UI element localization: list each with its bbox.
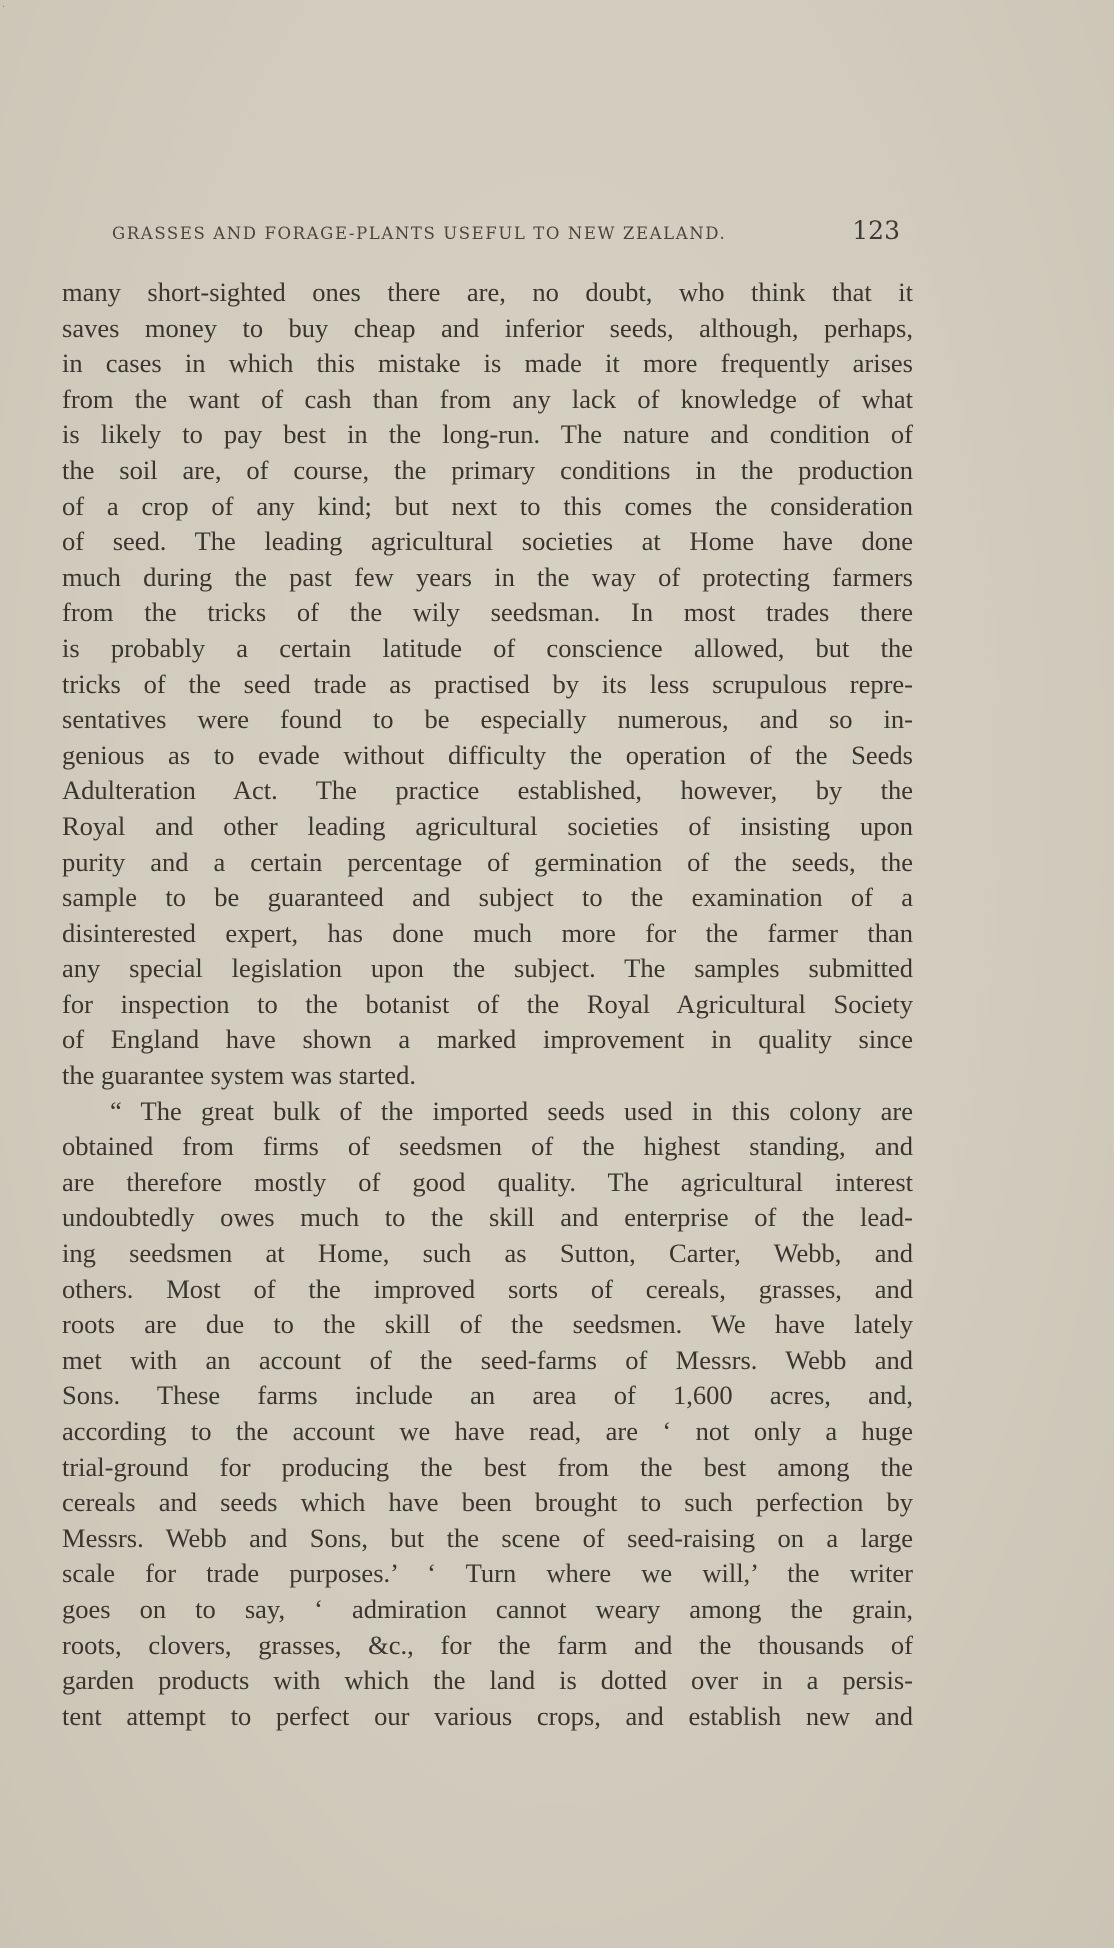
text-line: ing seedsmen at Home, such as Sutton, Carter, Webb, and	[62, 1238, 913, 1269]
text-line: met with an account of the seed-farms of Messrs. Webb and	[62, 1344, 913, 1375]
text-line: Adulteration Act. The practice established, however, by the	[62, 775, 913, 806]
text-line: Messrs. Webb and Sons, but the scene of seed-raising on a large	[62, 1522, 913, 1553]
text-line: garden products with which the land is dotted over in a persis-	[62, 1665, 913, 1696]
text-line: the soil are, of course, the primary conditions in the production	[62, 454, 913, 485]
text-line: from the want of cash than from any lack of knowledge of what	[62, 383, 913, 414]
page-corner-speck: ·	[2, 2, 6, 13]
paragraph-end-line: the guarantee system was started.	[62, 1060, 416, 1091]
text-line: genious as to evade without difficulty the operation of the Seeds	[62, 739, 913, 770]
text-line: sample to be guaranteed and subject to the examination of a	[62, 882, 913, 913]
page-number: 123	[852, 216, 900, 245]
text-line: many short-sighted ones there are, no doubt, who think that it	[62, 277, 913, 307]
text-line: according to the account we have read, are ‘ not only a huge	[62, 1416, 913, 1446]
text-line: trial-ground for producing the best from the best among the	[62, 1451, 913, 1482]
text-line: Sons. These farms include an area of 1,600 acres, and,	[62, 1380, 913, 1411]
text-line: is probably a certain latitude of conscience allowed, but the	[62, 632, 913, 663]
text-line: much during the past few years in the way of protecting farmers	[62, 561, 913, 592]
paragraph-start-line: “ The great bulk of the imported seeds used in this colony are	[110, 1095, 913, 1126]
text-line: goes on to say, ‘ admiration cannot weary among the grain,	[62, 1593, 913, 1624]
running-title: GRASSES AND FORAGE-PLANTS USEFUL TO NEW ZEALAND.	[112, 224, 727, 243]
body-text	[62, 275, 913, 1734]
text-line: for inspection to the botanist of the Royal Agricultural Society	[62, 988, 913, 1019]
text-line: of England have shown a marked improvement in quality since	[62, 1024, 913, 1055]
text-line: obtained from firms of seedsmen of the highest standing, and	[62, 1131, 913, 1162]
text-line: is likely to pay best in the long-run. The nature and condition of	[62, 419, 913, 450]
text-line: cereals and seeds which have been brought to such perfection by	[62, 1487, 913, 1518]
text-line: tent attempt to perfect our various crops, and establish new and	[62, 1700, 913, 1731]
text-line: from the tricks of the wily seedsman. In most trades there	[62, 597, 913, 628]
text-line: scale for trade purposes.’ ‘ Turn where we will,’ the writer	[62, 1558, 913, 1589]
text-line: Royal and other leading agricultural societies of insisting upon	[62, 810, 913, 841]
text-line: are therefore mostly of good quality. The agricultural interest	[62, 1166, 913, 1197]
text-line: tricks of the seed trade as practised by its less scrupulous repre-	[62, 668, 913, 699]
text-line: saves money to buy cheap and inferior seeds, although, perhaps,	[62, 312, 913, 343]
text-line: purity and a certain percentage of germination of the seeds, the	[62, 846, 913, 877]
text-line: of seed. The leading agricultural societies at Home have done	[62, 526, 913, 557]
text-line: sentatives were found to be especially numerous, and so in-	[62, 704, 913, 735]
text-line: any special legislation upon the subject. The samples submitted	[62, 953, 913, 984]
text-line: others. Most of the improved sorts of cereals, grasses, and	[62, 1273, 913, 1304]
running-header	[112, 216, 914, 250]
text-line: in cases in which this mistake is made it more frequently arises	[62, 348, 913, 379]
text-line: disinterested expert, has done much more for the farmer than	[62, 917, 913, 948]
text-line: roots, clovers, grasses, &c., for the farm and the thousands of	[62, 1629, 913, 1660]
text-line: roots are due to the skill of the seedsmen. We have lately	[62, 1309, 913, 1340]
text-line: of a crop of any kind; but next to this comes the consideration	[62, 490, 913, 521]
text-line: undoubtedly owes much to the skill and enterprise of the lead-	[62, 1202, 913, 1233]
